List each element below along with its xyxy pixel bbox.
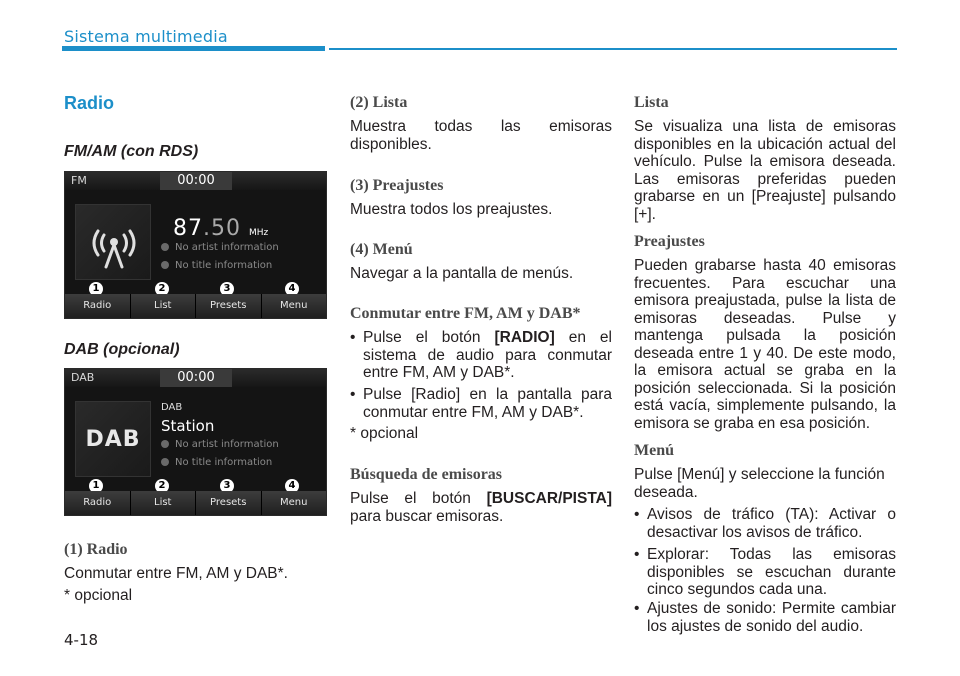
person-icon (161, 243, 169, 251)
frequency-main: 87 (173, 216, 203, 241)
presets-button[interactable]: Presets (196, 491, 262, 515)
screen-button-row (65, 491, 326, 515)
frequency-decimal: .50 (203, 216, 241, 241)
marker-1: 1 (89, 479, 103, 493)
radio-button[interactable]: Radio (65, 294, 131, 318)
lista-text: Se visualiza una lista de emisoras disponibles en la ubicación actual del vehículo. Pulse la emisora deseada. Las emisoras preferidas pueden grabarse en un [Preajuste] pulsando [+]. (634, 118, 896, 223)
search-text-post: para buscar emisoras. (350, 507, 504, 525)
marker-1: 1 (89, 282, 103, 296)
disc-icon (161, 261, 169, 269)
list-text: Muestra todas las emisoras disponibles. (350, 118, 612, 153)
list-button[interactable]: List (131, 294, 197, 318)
presets-button[interactable]: Presets (196, 294, 262, 318)
search-heading: Búsqueda de emisoras (350, 466, 503, 483)
screen-mode-label: FM (71, 174, 87, 187)
presets-heading: (3) Preajustes (350, 177, 444, 194)
radio-button[interactable]: Radio (65, 491, 131, 515)
artist-text: No artist information (175, 242, 279, 253)
marker-2: 2 (155, 479, 169, 493)
preaj-text: Pueden grabarse hasta 40 emisoras frecuentes. Para escuchar una emisora preajustada, pulse la lista de emisoras deseadas. Pulse y mantenga pulsada la posición deseada entre 1 y 40. De este modo, la emisora actual se graba en la posición seleccionada. Si la posición está vacía, simplemente pulsando, la emisora se graba en esa posición. (634, 257, 896, 432)
list-button[interactable]: List (131, 491, 197, 515)
header-rule-thick (62, 46, 325, 51)
switch-bullet-1-pre: Pulse el botón (363, 329, 495, 346)
artist-info (161, 439, 279, 450)
screen-clock: 00:00 (160, 369, 232, 387)
screen-button-row (65, 294, 326, 318)
person-icon (161, 440, 169, 448)
title-text: No title information (175, 457, 273, 468)
search-key-label: [BUSCAR/PISTA] (486, 490, 612, 507)
header-rule-thin (329, 48, 897, 50)
page-number: 4-18 (64, 631, 99, 649)
switch-bullet-1 (350, 329, 612, 382)
menu3-bullet-1: • Avisos de tráfico (TA): Activar o desactivar los avisos de tráfico. (634, 506, 896, 541)
fm-subtitle: FM/AM (con RDS) (64, 143, 199, 160)
band-label: DAB (161, 402, 183, 413)
switch-bullet-1-post: en el sistema de audio para conmutar entre FM, AM y DAB*. (363, 329, 612, 381)
search-text-pre: Pulse el botón (350, 490, 487, 507)
list-heading: (2) Lista (350, 94, 408, 111)
artist-text: No artist information (175, 439, 279, 450)
radio-key-label: [RADIO] (494, 329, 555, 346)
frequency-unit: MHz (249, 228, 269, 238)
station-name: Station (161, 417, 215, 435)
title-text: No title information (175, 260, 273, 271)
switch-bullet-2: • Pulse [Radio] en la pantalla para conmutar entre FM, AM y DAB*. (350, 386, 612, 421)
radio-heading: (1) Radio (64, 541, 128, 558)
marker-3: 3 (220, 479, 234, 493)
fm-radio-screen (64, 171, 327, 319)
title-info (161, 457, 272, 468)
presets-text: Muestra todos los preajustes. (350, 201, 553, 218)
marker-2: 2 (155, 282, 169, 296)
dab-subtitle: DAB (opcional) (64, 341, 180, 358)
marker-3: 3 (220, 282, 234, 296)
menu3-heading: Menú (634, 442, 674, 459)
section-title: Radio (64, 93, 115, 113)
marker-4: 4 (285, 479, 299, 493)
lista-heading: Lista (634, 94, 669, 111)
switch-note: * opcional (350, 425, 419, 442)
title-info (161, 260, 272, 271)
marker-4: 4 (285, 282, 299, 296)
switch-heading: Conmutar entre FM, AM y DAB* (350, 305, 581, 322)
radio-antenna-icon (75, 204, 151, 280)
chapter-title: Sistema multimedia (64, 27, 228, 46)
menu3-bullet-2: • Explorar: Todas las emisoras disponibles se escuchan durante cinco segundos cada una. (634, 546, 896, 599)
screen-mode-label: DAB (71, 371, 95, 384)
menu-heading: (4) Menú (350, 241, 413, 258)
dab-logo-text: DAB (85, 426, 141, 452)
menu3-bullet-3: • Ajustes de sonido: Permite cambiar los ajustes de sonido del audio. (634, 600, 896, 635)
dab-radio-screen (64, 368, 327, 516)
disc-icon (161, 458, 169, 466)
screen-clock: 00:00 (160, 172, 232, 190)
menu-text: Navegar a la pantalla de menús. (350, 265, 574, 282)
artist-info (161, 242, 279, 253)
menu-button[interactable]: Menu (262, 294, 327, 318)
menu-button[interactable]: Menu (262, 491, 327, 515)
radio-text: Conmutar entre FM, AM y DAB*. (64, 565, 288, 582)
radio-note: * opcional (64, 587, 133, 604)
menu3-text: Pulse [Menú] y seleccione la función deseada. (634, 466, 885, 501)
preaj-heading: Preajustes (634, 233, 705, 250)
search-text (350, 490, 612, 525)
dab-logo (75, 401, 151, 477)
frequency-readout (173, 216, 268, 241)
